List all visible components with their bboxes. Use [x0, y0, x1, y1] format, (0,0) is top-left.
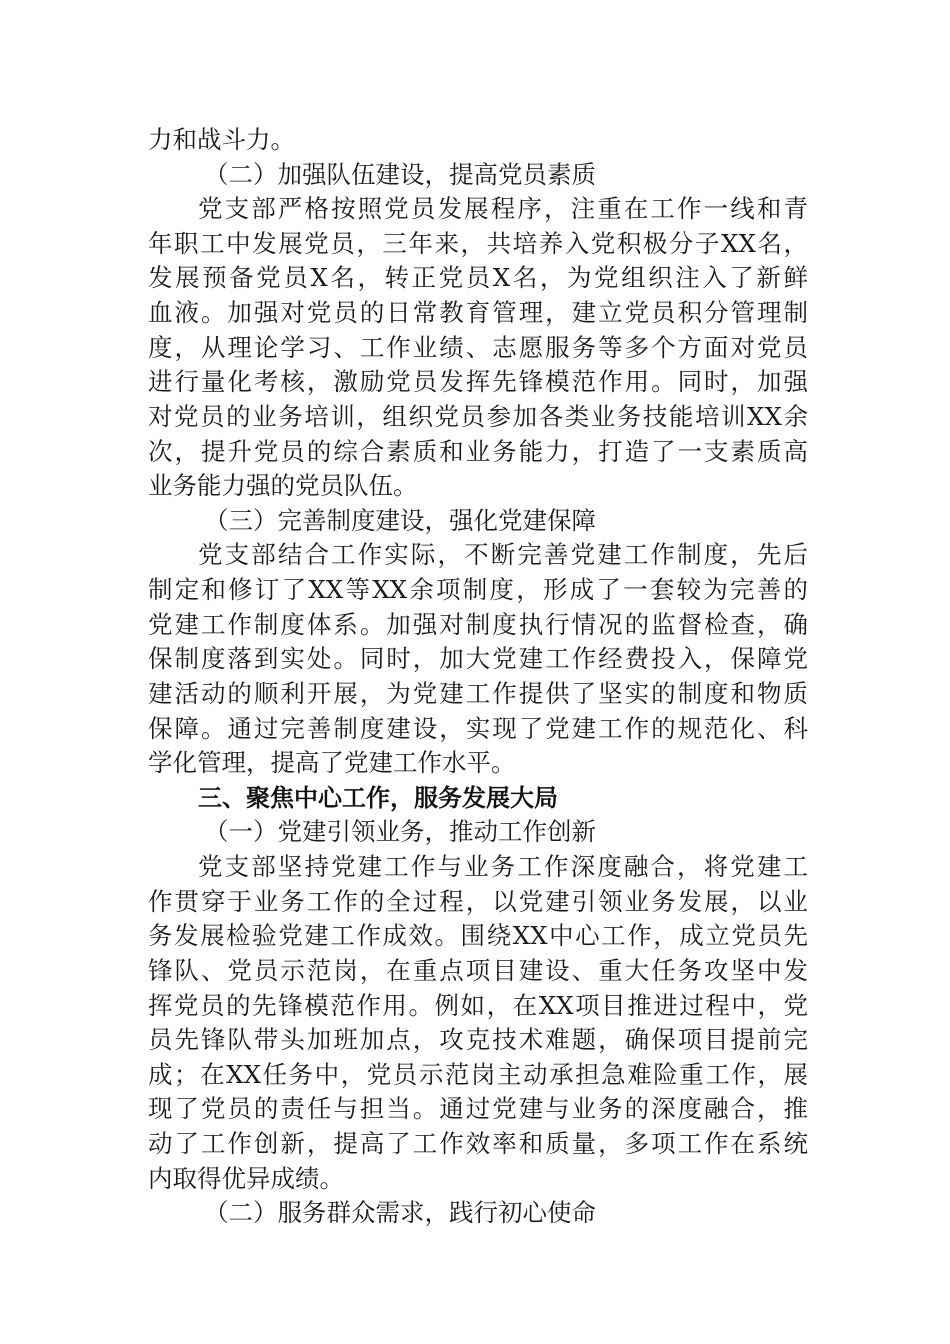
body-text-line: 作贯穿于业务工作的全过程，以党建引领业务发展，以业 [148, 886, 808, 916]
body-text-line: 锋队、党员示范岗，在重点项目建设、重大任务攻坚中发 [148, 955, 808, 985]
section-heading: 三、聚焦中心工作，服务发展大局 [198, 783, 558, 812]
paragraph-first-line: 党支部严格按照党员发展程序，注重在工作一线和青 [198, 194, 808, 224]
body-text-line: 现了党员的责任与担当。通过党建与业务的深度融合，推 [148, 1094, 808, 1124]
body-text-line: 动了工作创新，提高了工作效率和质量，多项工作在系统 [148, 1128, 808, 1158]
body-text-line: 血液。加强对党员的日常教育管理，建立党员积分管理制 [148, 298, 808, 328]
body-text-line: 制定和修订了XX等XX余项制度，形成了一套较为完善的 [148, 575, 808, 605]
body-text-line: 保制度落到实处。同时，加大党建工作经费投入，保障党 [148, 644, 808, 674]
subheading: （二）服务群众需求，践行初心使命 [204, 1198, 596, 1228]
body-text-line: 员先锋队带头加班加点，攻克技术难题，确保项目提前完 [148, 1025, 808, 1055]
paragraph-last-line: 业务能力强的党员队伍。 [148, 471, 418, 501]
paragraph-last-line: 内取得优异成绩。 [148, 1163, 344, 1193]
paragraph-last-line: 力和战斗力。 [148, 125, 295, 154]
body-text-line: 务发展检验党建工作成效。围绕XX中心工作，成立党员先 [148, 921, 808, 951]
body-text-line: 建活动的顺利开展，为党建工作提供了坚实的制度和物质 [148, 678, 808, 708]
body-text-line: 年职工中发展党员，三年来，共培养入党积极分子XX名， [148, 228, 808, 258]
paragraph-last-line: 学化管理，提高了党建工作水平。 [148, 748, 516, 778]
subheading: （一）党建引领业务，推动工作创新 [204, 817, 596, 847]
body-text-line: 度，从理论学习、工作业绩、志愿服务等多个方面对党员 [148, 332, 808, 362]
paragraph-first-line: 党支部结合工作实际，不断完善党建工作制度，先后 [198, 540, 808, 570]
body-text-line: 成；在XX任务中，党员示范岗主动承担急难险重工作，展 [148, 1059, 808, 1089]
body-text-line: 进行量化考核，激励党员发挥先锋模范作用。同时，加强 [148, 367, 808, 397]
paragraph-first-line: 党支部坚持党建工作与业务工作深度融合，将党建工 [198, 852, 808, 882]
subheading: （三）完善制度建设，强化党建保障 [204, 505, 596, 535]
body-text-line: 党建工作制度体系。加强对制度执行情况的监督检查，确 [148, 609, 808, 639]
body-text-line: 发展预备党员X名，转正党员X名，为党组织注入了新鲜 [148, 263, 808, 293]
body-text-line: 保障。通过完善制度建设，实现了党建工作的规范化、科 [148, 713, 808, 743]
body-text-line: 次，提升党员的综合素质和业务能力，打造了一支素质高 [148, 436, 808, 466]
body-text-line: 挥党员的先锋模范作用。例如，在XX项目推进过程中，党 [148, 990, 808, 1020]
subheading: （二）加强队伍建设，提高党员素质 [204, 159, 596, 189]
body-text-line: 对党员的业务培训，组织党员参加各类业务技能培训XX余 [148, 401, 808, 431]
